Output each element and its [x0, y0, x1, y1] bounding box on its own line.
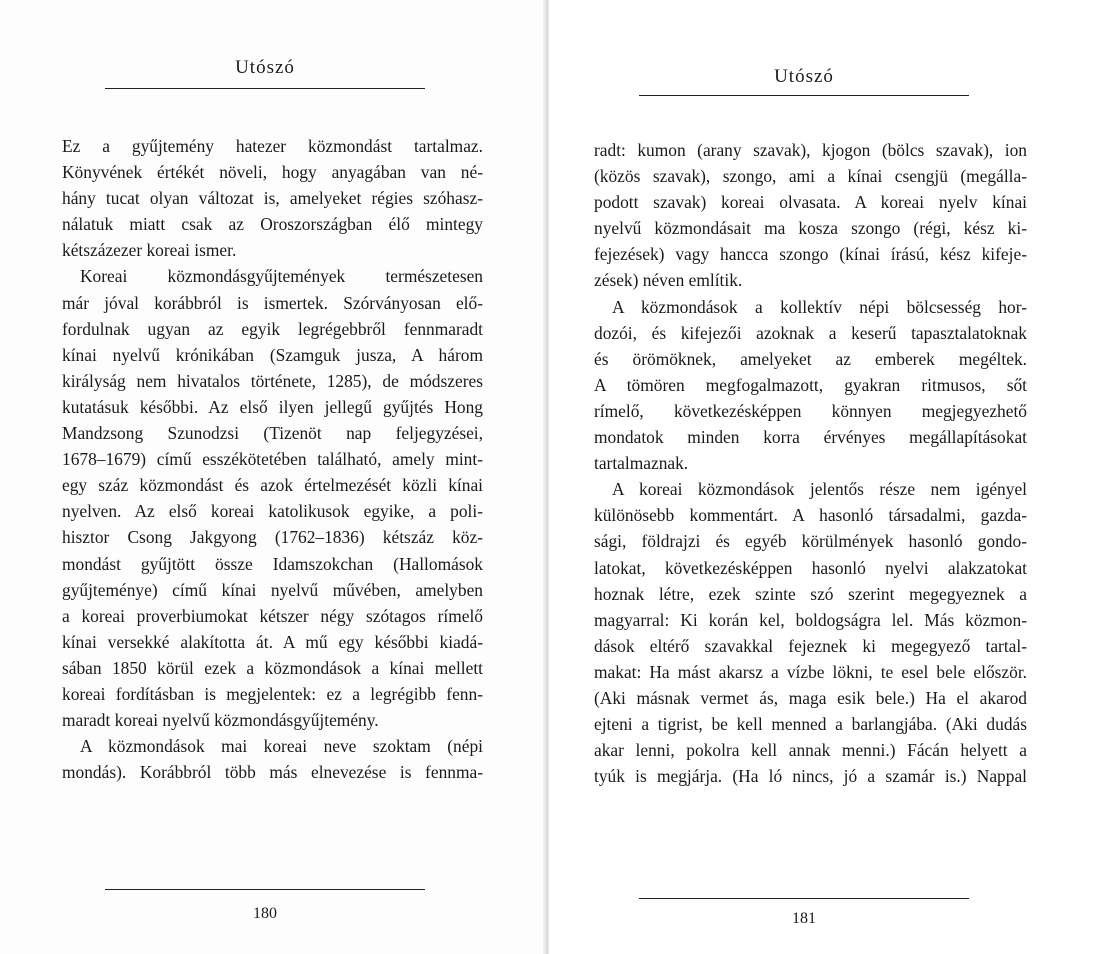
text-line: fejezések) vagy hancca szongo (kínai írású, kész kifeje-	[594, 244, 1027, 265]
text-line: nálatuk miatt csak az Oroszországban élő mintegy	[62, 214, 483, 235]
text-line: királyság nem hivatalos története, 1285), de módszeres	[62, 370, 483, 391]
text-line: gyűjteménye) című kínai nyelvű művében, amelyben	[62, 579, 483, 600]
text-line: mondást gyűjtött össze Idamszokchan (Hallomások	[62, 553, 483, 574]
page-number: 181	[792, 910, 816, 927]
text-line: podott szavak) koreai olvasata. A koreai nyelv kínai	[594, 192, 1027, 213]
text-line: különösebb kommentárt. A hasonló társadalmi, gazda-	[594, 505, 1027, 526]
text-line: kínai nyelvű krónikában (Szamguk jusza, A három	[62, 344, 483, 365]
text-line: zések) néven említik.	[594, 270, 743, 291]
text-line: A közmondások mai koreai neve szoktam (népi	[80, 736, 483, 757]
text-line: A közmondások a kollektív népi bölcsesség hor-	[612, 296, 1027, 317]
text-line: akar lenni, pokolra kell annak menni.) Fácán helyett a	[594, 740, 1027, 761]
text-line: tyúk is megjárja. (Ha ló nincs, jó a szamár is.) Nappal	[594, 766, 1027, 787]
text-line: egy száz közmondást és azok értelmezését közli kínai	[62, 475, 483, 496]
text-line: mondás). Korábbról több más elnevezése is fennma-	[62, 762, 483, 783]
text-line: hány tucat olyan változat is, amelyeket régies szóhasz-	[62, 188, 483, 209]
text-line: (közös szavak), szongo, ami a kínai csengjü (megálla-	[594, 166, 1027, 187]
text-line: 1678–1679) című esszékötetében található, amely mint-	[62, 449, 483, 470]
text-line: rímelő, következésképpen könnyen megjegyezhető	[594, 400, 1027, 421]
body-text	[62, 133, 483, 785]
text-line: sági, földrajzi és egyéb körülmények hasonló gondo-	[594, 531, 1027, 552]
text-line: a koreai proverbiumokat kétszer négy szótagos rímelő	[62, 605, 483, 626]
text-line: Koreai közmondásgyűjtemények természetesen	[80, 266, 483, 287]
text-line: tartalmaznak.	[594, 453, 689, 474]
text-line: Mandzsong Szunodzsi (Tizenöt nap feljegyzései,	[62, 423, 483, 444]
text-line: kínai versekké alakította át. A mű egy későbbi kiadá-	[62, 631, 483, 652]
text-line: kétszázezer koreai ismer.	[62, 240, 237, 261]
text-line: Ez a gyűjtemény hatezer közmondást tartalmaz.	[62, 136, 483, 156]
text-line: fordulnak ugyan az egyik legrégebbről fennmaradt	[62, 318, 483, 339]
text-line: és örömöknek, amelyeket az emberek megéltek.	[594, 348, 1027, 369]
running-head: Utószó	[235, 57, 295, 78]
text-line: sában 1850 körül ezek a közmondások a kínai mellett	[62, 657, 483, 678]
body-text	[594, 137, 1027, 789]
page-number: 180	[253, 905, 277, 922]
text-line: nyelvű közmondásait ma kosza szongo (régi, kész ki-	[594, 218, 1027, 239]
header-rule	[639, 95, 969, 96]
text-line: nyelven. Az első koreai katolikusok egyike, a poli-	[62, 501, 483, 522]
text-line: A tömören megfogalmazott, gyakran ritmusos, sőt	[594, 374, 1027, 395]
text-line: makat: Ha mást akarsz a vízbe lökni, te esel bele először.	[594, 661, 1027, 682]
right-page	[549, 0, 1098, 954]
text-line: latokat, következésképpen hasonló nyelvi alakzatokat	[594, 557, 1027, 578]
text-line: magyarral: Ki korán kel, boldogságra lel. Más közmon-	[594, 609, 1027, 630]
text-line: (Aki másnak vermet ás, maga esik bele.) Ha el akarod	[594, 687, 1027, 708]
text-line: már jóval korábbról is ismertek. Szórványosan elő-	[62, 292, 483, 313]
footer-rule	[105, 889, 425, 890]
text-line: A koreai közmondások jelentős része nem igényel	[612, 479, 1027, 500]
text-line: Könyvének értékét növeli, hogy anyagában van né-	[62, 162, 483, 183]
text-line: mondatok minden korra érvényes megállapításokat	[594, 427, 1027, 448]
header-rule	[105, 88, 425, 89]
running-head: Utószó	[774, 66, 834, 87]
text-line: hoznak létre, ezek szinte szó szerint megegyeznek a	[594, 583, 1027, 604]
text-line: radt: kumon (arany szavak), kjogon (bölcs szavak), ion	[594, 140, 1027, 160]
left-page	[0, 0, 545, 954]
footer-rule	[639, 898, 969, 899]
text-line: hisztor Csong Jakgyong (1762–1836) kétszáz köz-	[62, 527, 483, 548]
text-line: kutatásuk későbbi. Az első ilyen jellegű gyűjtés Hong	[62, 396, 483, 417]
text-line: ejteni a tigrist, be kell menned a barlangjába. (Aki dudás	[594, 714, 1027, 735]
text-line: dozói, és kifejezői azoknak a keserű tapasztalatoknak	[594, 322, 1027, 343]
text-line: maradt koreai nyelvű közmondásgyűjtemény.	[62, 710, 379, 731]
text-line: dások eltérő szavakkal fejeznek ki megegyező tartal-	[594, 635, 1027, 656]
text-line: koreai fordításban is megjelentek: ez a legrégibb fenn-	[62, 683, 483, 704]
